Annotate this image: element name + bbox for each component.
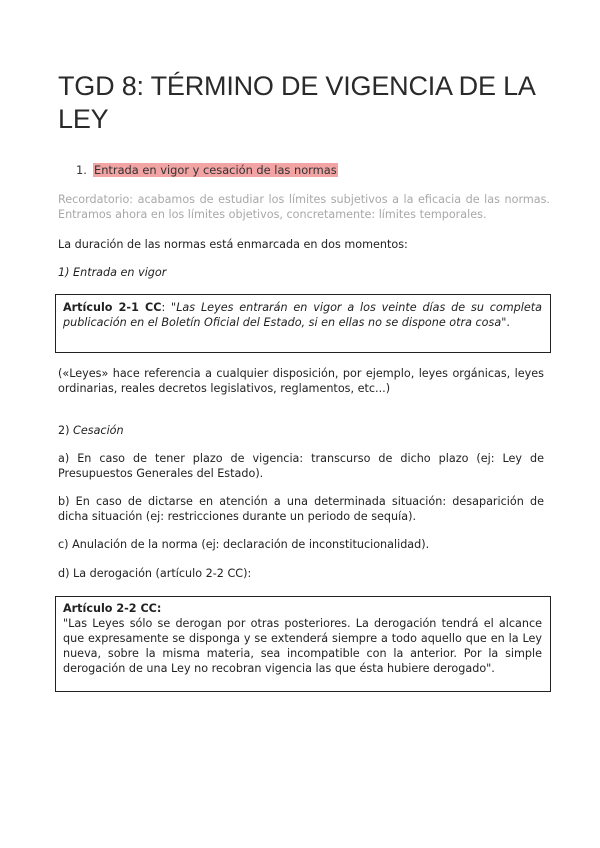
article-2-1-label: Artículo 2-1 CC [63, 301, 162, 314]
article-2-2-box [55, 596, 551, 692]
article-2-2-text: "Las Leyes sólo se derogan por otras posteriores. La derogación tendrá el alcance que expresamente se disponga y se extenderá siempre a todo aquello que en la Ley nueva, sobre la misma materia, sea incompatible con la anterior. Por la simple derogación de una Ley no recobran vigencia las que ésta hubiere derogado". [63, 617, 542, 675]
entry-into-force-heading: 1) Entrada en vigor [58, 266, 167, 279]
article-2-1-closing: ". [501, 316, 510, 329]
item-d: d) La derogación (artículo 2-2 CC): [58, 567, 252, 580]
cessation-label: Cesación [73, 424, 124, 437]
article-2-1-box [55, 294, 551, 353]
section-heading [76, 163, 338, 178]
page-title: TGD 8: TÉRMINO DE VIGENCIA DE LA LEY [58, 71, 535, 134]
article-2-1-separator: : " [161, 301, 177, 314]
leyes-note: («Leyes» hace referencia a cualquier disposición, por ejemplo, leyes orgánicas, leyes ordinarias, reales decretos legislativos, reglamentos, etc...) [58, 367, 544, 395]
article-2-2-label: Artículo 2-2 CC: [63, 602, 162, 615]
item-c: c) Anulación de la norma (ej: declaración de inconstitucionalidad). [58, 538, 430, 551]
cessation-prefix: 2) [58, 424, 74, 437]
intro-paragraph: La duración de las normas está enmarcada en dos momentos: [58, 238, 408, 251]
reminder-note: Recordatorio: acabamos de estudiar los límites subjetivos a la eficacia de las normas. Entramos ahora en los límites objetivos, concretamente: límites temporales. [58, 193, 550, 221]
item-a: a) En caso de tener plazo de vigencia: transcurso de dicho plazo (ej: Ley de Presupuestos Generales del Estado). [58, 452, 544, 480]
section-number: 1. [76, 163, 87, 177]
section-heading-text: Entrada en vigor y cesación de las normas [94, 163, 337, 177]
cessation-heading [58, 423, 544, 438]
article-2-1-quote: Las Leyes entrarán en vigor a los veinte días de su completa publicación en el Boletín Oficial del Estado, si en ellas no se dispone otra cosa [63, 301, 542, 329]
item-b: b) En caso de dictarse en atención a una determinada situación: desaparición de dicha situación (ej: restricciones durante un periodo de sequía). [58, 495, 544, 523]
